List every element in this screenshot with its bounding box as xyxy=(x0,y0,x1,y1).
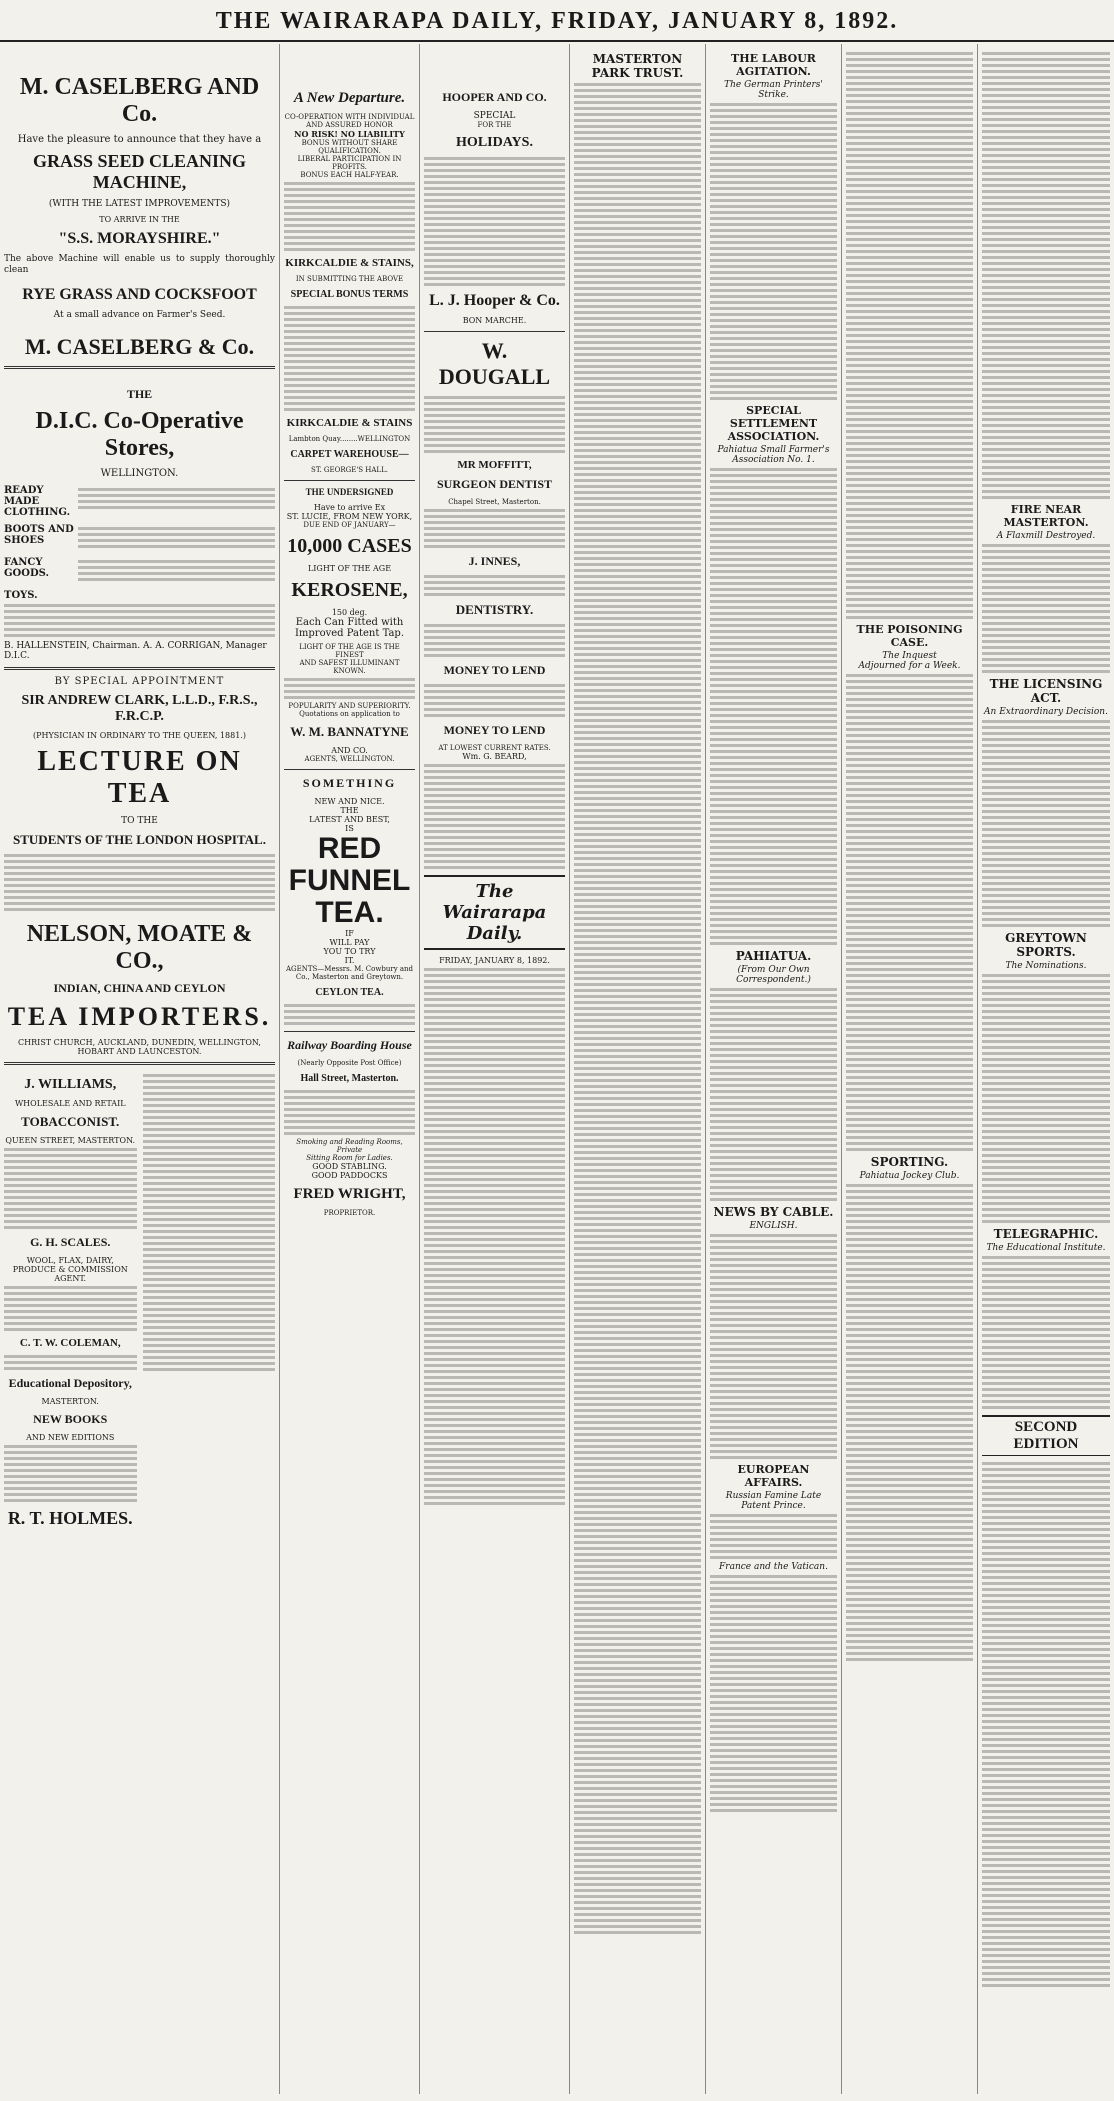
due: DUE END OF JANUARY— xyxy=(303,521,396,529)
labour-heading: THE LABOUR AGITATION. xyxy=(731,52,816,78)
machine-note: The above Machine will enable us to supply thoroughly clean xyxy=(4,254,275,275)
it: IT. xyxy=(344,956,355,965)
settlement-sub: Pahiatua Small Farmer's Association No. 1. xyxy=(717,445,830,465)
red-funnel-tea: TEA. xyxy=(315,896,384,929)
greytown-heading: GREYTOWN SPORTS. xyxy=(1005,931,1087,959)
clark-name: SIR ANDREW CLARK, L.L.D., F.R.S., F.R.C.P. xyxy=(21,693,258,724)
williams-sub: WHOLESALE AND RETAIL xyxy=(14,1099,126,1108)
you-to-try: YOU TO TRY xyxy=(323,947,376,956)
patent-tap: Improved Patent Tap. xyxy=(294,628,405,639)
ceylon: CEYLON TEA. xyxy=(315,987,384,998)
fred-wright: FRED WRIGHT, xyxy=(293,1186,406,1202)
ready-made-label: READY MADE CLOTHING. xyxy=(4,485,71,518)
column-4 xyxy=(570,44,706,2094)
agents-2: AGENTS—Messrs. M. Cowbury and xyxy=(285,965,414,973)
clark-sub: (PHYSICIAN IN ORDINARY TO THE QUEEN, 1881.) xyxy=(33,731,246,740)
new-books: NEW BOOKS xyxy=(33,1412,108,1426)
boots-label: BOOTS AND SHOES xyxy=(4,524,74,546)
adjourned: Adjourned for a Week. xyxy=(858,661,961,671)
masthead-title: THE WAIRARAPA DAILY, FRIDAY, JANUARY 8, 1892. xyxy=(215,8,899,34)
educational-depository: Educational Depository, xyxy=(8,1376,132,1390)
carpet: CARPET WAREHOUSE— xyxy=(290,449,409,460)
nelson-sub: INDIAN, CHINA AND CEYLON xyxy=(53,981,226,995)
wool-agent: WOOL, FLAX, DAIRY, PRODUCE & COMMISSION AGENT. xyxy=(12,1256,128,1283)
dentistry: DENTISTRY. xyxy=(455,602,534,617)
lecture-to: TO THE xyxy=(121,816,158,826)
pahiatua-heading: PAHIATUA. xyxy=(735,949,812,963)
column-6 xyxy=(842,44,978,2094)
surgeon-dentist: SURGEON DENTIST xyxy=(436,477,553,491)
column-2 xyxy=(280,44,420,2094)
red-funnel: RED FUNNEL xyxy=(288,832,411,897)
column-5 xyxy=(706,44,842,2094)
flaxmill: A Flaxmill Destroyed. xyxy=(996,531,1096,541)
for-the: FOR THE xyxy=(477,121,512,129)
jockey-club: Pahiatua Jockey Club. xyxy=(859,1171,960,1181)
cases: 10,000 CASES xyxy=(287,535,412,557)
english: ENGLISH. xyxy=(749,1221,798,1231)
kirkcaldie-2: KIRKCALDIE & STAINS xyxy=(286,417,413,429)
cooperation: CO-OPERATION WITH INDIVIDUAL AND ASSURED HONOR xyxy=(284,113,415,129)
new-departure: A New Departure. xyxy=(293,90,406,106)
popularity: POPULARITY AND SUPERIORITY. xyxy=(288,702,411,710)
columns xyxy=(0,44,1114,2094)
caselberg-footer: M. CASELBERG & Co. xyxy=(24,334,255,359)
undersigned: THE UNDERSIGNED xyxy=(305,487,394,497)
quotations: Quotations on application to xyxy=(299,710,400,718)
bannatyne-co: AND CO. xyxy=(331,746,368,755)
beard: Wm. G. BEARD, xyxy=(462,752,527,761)
no-risk: NO RISK! NO LIABILITY xyxy=(294,129,405,139)
sporting-heading: SPORTING. xyxy=(870,1155,949,1169)
lecture-title: LECTURE ON TEA xyxy=(37,746,242,809)
paper-title: The Wairarapa Daily. xyxy=(424,875,565,950)
st-lucie: ST. LUCIE, FROM NEW YORK, xyxy=(286,512,413,521)
european-heading: EUROPEAN AFFAIRS. xyxy=(737,1463,810,1489)
hooper: HOOPER AND CO. xyxy=(442,90,547,104)
innes: J. INNES, xyxy=(468,554,521,568)
latest-best: LATEST AND BEST, xyxy=(309,815,390,824)
column-7 xyxy=(978,44,1114,2094)
licensing-sub: An Extraordinary Decision. xyxy=(984,707,1108,717)
carpet-sub: ST. GEORGE'S HALL. xyxy=(311,466,388,474)
new-editions: AND NEW EDITIONS xyxy=(26,1433,115,1442)
edu-institute: The Educational Institute. xyxy=(986,1243,1106,1253)
russia: Russian Famine Late Patent Prince. xyxy=(725,1491,822,1511)
settlement-heading: SPECIAL SETTLEMENT ASSOCIATION. xyxy=(727,404,820,443)
lowest-rates: AT LOWEST CURRENT RATES. xyxy=(438,744,551,752)
scales-name: G. H. SCALES. xyxy=(30,1235,111,1249)
agents-3: Co., Masterton and Greytown. xyxy=(295,973,404,981)
caselberg-title: M. CASELBERG AND Co. xyxy=(19,74,260,127)
nelson-addr: CHRIST CHURCH, AUCKLAND, DUNEDIN, WELLINGTON, HOBART AND LAUNCESTON. xyxy=(18,1038,261,1056)
rye-title: RYE GRASS AND COCKSFOOT xyxy=(22,286,257,303)
inquest: The Inquest xyxy=(882,651,937,661)
light-agents: LIGHT OF THE AGE IS THE FINEST xyxy=(299,643,400,659)
have-arrive: Have to arrive Ex xyxy=(313,503,386,512)
proprietor: PROPRIETOR. xyxy=(323,1209,376,1217)
labour-sub: The German Printers' Strike. xyxy=(724,80,823,100)
column-3 xyxy=(420,44,570,2094)
pahiatua-sub: (From Our Own Correspondent.) xyxy=(736,965,811,985)
special: SPECIAL xyxy=(473,111,516,121)
money-to-lend-2: MONEY TO LEND xyxy=(443,723,546,737)
toys-label: TOYS. xyxy=(4,590,38,601)
poisoning-heading: THE POISONING CASE. xyxy=(856,623,963,649)
france: France and the Vatican. xyxy=(719,1562,828,1572)
sitting: Sitting Room for Ladies. xyxy=(306,1154,393,1162)
good-stabling: GOOD STABLING. xyxy=(312,1162,387,1171)
paddocks: GOOD PADDOCKS xyxy=(311,1171,388,1180)
hall-street: Hall Street, Masterton. xyxy=(300,1073,399,1084)
tea-importers: TEA IMPORTERS. xyxy=(7,1002,272,1031)
caselberg-intro: Have the pleasure to announce that they have a xyxy=(17,134,262,145)
the-latest: THE xyxy=(340,806,359,815)
appointment: BY SPECIAL APPOINTMENT xyxy=(54,676,225,687)
second-edition: SECOND EDITION xyxy=(982,1415,1110,1456)
new-and-nice: NEW AND NICE. xyxy=(314,797,385,806)
signers: B. HALLENSTEIN, Chairman. A. A. CORRIGAN, Manager D.I.C. xyxy=(4,641,267,661)
machine-sub: (WITH THE LATEST IMPROVEMENTS) xyxy=(48,199,231,209)
arrive-label: TO ARRIVE IN THE xyxy=(99,215,180,224)
machine-title: GRASS SEED CLEANING MACHINE, xyxy=(32,151,247,192)
kirkcaldie-1: KIRKCALDIE & STAINS, xyxy=(285,257,414,269)
holidays: HOLIDAYS. xyxy=(456,135,533,150)
smoking: Smoking and Reading Rooms, Private xyxy=(296,1138,403,1154)
paper-date: FRIDAY, JANUARY 8, 1892. xyxy=(439,956,550,965)
is: IS xyxy=(345,824,354,833)
nominations: The Nominations. xyxy=(1005,961,1087,971)
bon-marche: BON MARCHE. xyxy=(462,316,527,325)
desiring: IN SUBMITTING THE ABOVE xyxy=(295,275,404,283)
dougall: W. DOUGALL xyxy=(438,338,551,389)
special-bonus: SPECIAL BONUS TERMS xyxy=(290,289,409,300)
liberal: LIBERAL PARTICIPATION IN PROFITS. xyxy=(297,155,402,171)
bannatyne: W. M. BANNATYNE xyxy=(290,724,409,739)
holmes-name: R. T. HOLMES. xyxy=(7,1508,133,1528)
column-1 xyxy=(0,44,280,2094)
if: IF xyxy=(345,929,354,938)
williams-name: J. WILLIAMS, xyxy=(24,1077,117,1092)
bonus: BONUS WITHOUT SHARE QUALIFICATION. xyxy=(301,139,398,155)
dic-the: THE xyxy=(126,387,153,401)
money-to-lend-1: MONEY TO LEND xyxy=(443,663,546,677)
students: STUDENTS OF THE LONDON HOSPITAL. xyxy=(13,832,266,847)
tobacconist: TOBACCONIST. xyxy=(21,1114,120,1129)
agents: AGENTS, WELLINGTON. xyxy=(304,755,395,763)
coleman-name: C. T. W. COLEMAN, xyxy=(19,1337,121,1349)
fancy-goods-label: FANCY GOODS. xyxy=(4,557,49,579)
light-age: LIGHT OF THE AGE xyxy=(307,564,392,573)
news-by-cable: NEWS BY CABLE. xyxy=(713,1205,834,1219)
educational-city: MASTERTON. xyxy=(41,1397,99,1406)
chapel-street: Chapel Street, Masterton. xyxy=(448,498,541,506)
licensing-heading: THE LICENSING ACT. xyxy=(989,677,1103,705)
rye-note: At a small advance on Farmer's Seed. xyxy=(53,310,226,320)
ship-name: "S.S. MORAYSHIRE." xyxy=(58,230,221,247)
kerosene: KEROSENE, xyxy=(291,579,408,601)
safest: AND SAFEST ILLUMINANT KNOWN. xyxy=(299,659,400,675)
queen-street: QUEEN STREET, MASTERTON. xyxy=(5,1136,136,1145)
each-can: Each Can Fitted with xyxy=(295,617,404,628)
fire-heading: FIRE NEAR MASTERTON. xyxy=(1003,503,1089,529)
telegraphic-heading: TELEGRAPHIC. xyxy=(993,1227,1099,1241)
masthead xyxy=(0,0,1114,42)
railway: Railway Boarding House xyxy=(287,1038,412,1052)
moffitt: MR MOFFITT, xyxy=(457,459,532,471)
dic-title: D.I.C. Co-Operative Stores, xyxy=(35,408,244,461)
bonus-each: BONUS EACH HALF-YEAR. xyxy=(300,171,399,179)
hooper-2: L. J. Hooper & Co. xyxy=(429,292,560,309)
will-pay: WILL PAY xyxy=(329,938,370,947)
railway-sub: (Nearly Opposite Post Office) xyxy=(297,1059,402,1067)
deg: 150 deg. xyxy=(331,608,368,617)
lambton: Lambton Quay........WELLINGTON xyxy=(288,435,411,443)
nelson-title: NELSON, MOATE & CO., xyxy=(26,921,253,974)
dic-city: WELLINGTON. xyxy=(100,468,179,479)
park-trust-heading: MASTERTON PARK TRUST. xyxy=(591,52,684,80)
something: SOMETHING xyxy=(302,776,397,790)
